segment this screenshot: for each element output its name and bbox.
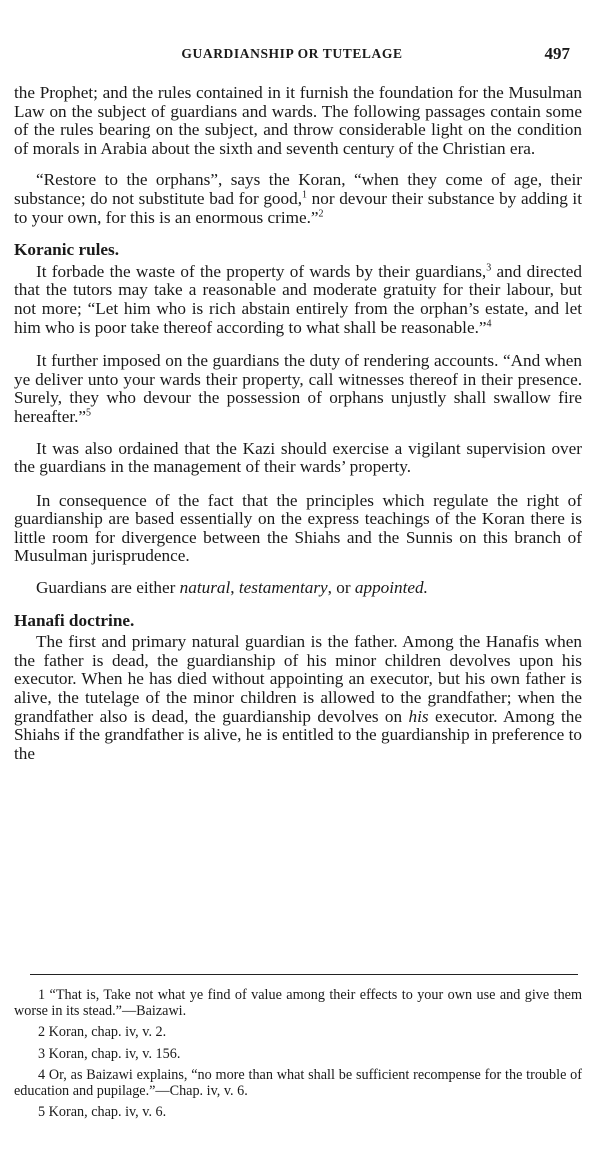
paragraph-rendering-accounts — [14, 352, 582, 426]
footnote-ref-1: 1 — [302, 189, 308, 201]
section-heading-hanafi-doctrine: Hanafi doctrine. — [14, 610, 135, 630]
paragraph-text: “Restore to the orphans”, says the Koran, “when they come of age, their substance; do not substitute bad for good, — [14, 170, 582, 208]
footnote-2: 2 Koran, chap. iv, v. 2. — [38, 1024, 167, 1040]
paragraph-continuation: the Prophet; and the rules contained in it furnish the foundation for the Musulman Law on the subject of guardians and wards. The following passages contain some of the rules bearing on the subject, and throw considerable light on the condition of morals in Arabia about the sixth and seventh century of the Christian era. — [14, 83, 582, 158]
running-header — [14, 44, 570, 68]
paragraph-kazi-supervision: It was also ordained that the Kazi should exercise a vigilant supervision over the guardians in the management of their wards’ property. — [14, 438, 582, 477]
running-title: GUARDIANSHIP OR TUTELAGE — [181, 46, 403, 61]
paragraph-natural-guardian — [14, 633, 582, 763]
paragraph-text: It forbade the waste of the property of wards by their guardians, — [36, 261, 487, 281]
footnote-3: 3 Koran, chap. iv, v. 156. — [38, 1045, 181, 1062]
footnote-1: 1 “That is, Take not what ye find of value among their effects to your own use and give them worse in its stead.”—Baizawi. — [14, 987, 582, 1019]
paragraph-text: The first and primary natural guardian is the father. Among the Hanafis when the father is dead, the guardianship of his minor children devolves upon his executor. When he has died without appointing an executor, but his own father is alive, the tutelage of the minor children is allowed to the grandfather; when the grandfather also is dead, the guardianship devolves on — [14, 632, 582, 726]
paragraph-text: , — [230, 578, 239, 598]
page-number: 497 — [544, 44, 570, 63]
term-appointed: appointed. — [354, 578, 428, 598]
footnote-ref-5: 5 — [86, 407, 92, 419]
paragraph-text: Guardians are either — [36, 578, 180, 598]
paragraph-shiahs-sunnis: In consequence of the fact that the principles which regulate the right of guardianship are based essentially on the express teachings of the Koran there is little room for divergence between the Shiahs and the Sunnis on this branch of Musulman jurisprudence. — [14, 490, 582, 566]
footnote-4: 4 Or, as Baizawi explains, “no more than what shall be sufficient recompense for the trouble of education and pupilage.”—Chap. iv, v. 6. — [14, 1067, 582, 1099]
footnote-ref-3: 3 — [486, 262, 492, 274]
term-testamentary: testamentary — [238, 578, 328, 598]
paragraph-koran-quote — [14, 171, 582, 227]
paragraph-text: executor. Among the Shiahs if the grandfather is alive, he is entitled to the guardianship in preference to the — [14, 706, 582, 763]
footnote-ref-4: 4 — [486, 317, 492, 329]
paragraph-text: and directed that the tutors may take a reasonable and moderate gratuity for their labour, but not more; “Let him who is rich abstain entirely from the orphan’s estate, and let him who is poor take thereof according to what shall be reasonable.” — [14, 261, 582, 337]
footnote-ref-2: 2 — [318, 207, 324, 219]
footnote-5: 5 Koran, chap. iv, v. 6. — [38, 1104, 167, 1120]
paragraph-text: , or — [327, 578, 355, 598]
section-heading-koranic-rules: Koranic rules. — [14, 240, 120, 260]
paragraph-waste-of-property — [14, 263, 582, 337]
footnote-separator — [30, 974, 578, 975]
paragraph-text: It further imposed on the guardians the duty of rendering accounts. “And when ye deliver unto your wards their property, call witnesses thereof in their presence. Surely, they who devour the possession of orphans unjustly shall swallow fire hereafter.” — [14, 351, 582, 426]
paragraph-guardian-types — [14, 579, 582, 598]
paragraph-text: nor devour their substance by adding it to your own, for this is an enormous crime.” — [14, 188, 582, 227]
term-natural: natural — [179, 578, 231, 598]
main-text — [14, 84, 582, 763]
footnotes — [14, 988, 582, 1127]
emphasis-his: his — [408, 706, 429, 726]
